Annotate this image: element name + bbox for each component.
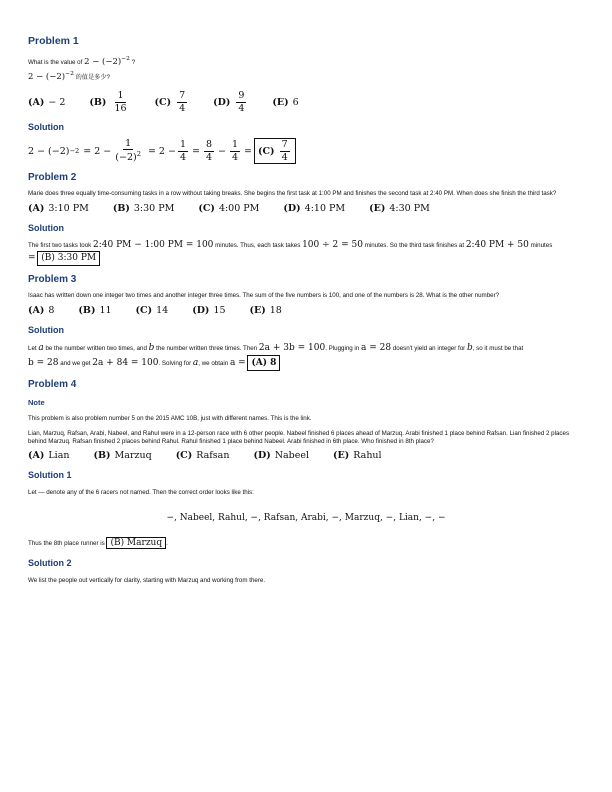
problem-1-solution-heading: Solution [28,122,64,133]
problem-1-answer-box: (C) $\frac{7}{4}$ [254,138,296,164]
note-heading: Note [28,398,45,408]
problem-1-heading: Problem 1 [28,35,79,47]
choice-d: (D) $\frac{9}{4}$ [213,90,245,114]
choice-d: (D) Nabeel [253,450,310,462]
choice-a: (A) 3:10 PM [28,203,89,215]
problem-4-solution-1-conclusion: Thus the 8th place runner is (B) Marzuq . [28,538,168,549]
problem-2-solution-heading: Solution [28,223,64,234]
problem-1-question-cn: $2 - (-2)^{-2}$ 的值是多少? [28,70,110,82]
choice-a: (A) − 2 [28,96,66,108]
problem-4-heading: Problem 4 [28,379,77,391]
problem-4-solution-1-intro: Let — denote any of the 6 racers not named. Then the correct order looks like this: [28,489,254,497]
problem-2-choices [28,203,584,214]
problem-3-solution: Let a be the number written two times, and b the number written three times. Then 2a + 3b = 100. Plugging in a = 28 doesn't yield an integer for b, so it must be that b = 28 and we get 2a + 84 = 100. Solving for a, we obtain a = (A) 8 [28,342,584,371]
problem-2-heading: Problem 2 [28,172,77,184]
choice-e: (E) 18 [249,305,282,317]
problem-2-answer-box: (B) 3:30 PM [37,251,100,266]
choice-b: (B) 11 [78,305,112,317]
problem-2-solution: The first two tasks took 2:40 PM − 1:00 PM = 100 minutes. Thus, each task takes 100 ÷ 2 = 50 minutes. So the third task finishes at 2:40 PM + 50 minutes = (B) 3:30 PM [28,240,584,266]
problem-4-solution-2-text: We list the people out vertically for clarity, starting with Marzuq and working from there. [28,577,266,585]
problem-1-question: What is the value of $2 - (-2)^{-2}$ ? [28,55,136,67]
problem-3-answer-box: (A) 8 [247,355,280,371]
problem-4-solution-2-heading: Solution 2 [28,558,72,569]
problem-3-solution-heading: Solution [28,325,64,336]
choice-d: (D) 15 [192,305,226,317]
problem-3-choices [28,305,584,316]
problem-3-question: Isaac has written down one integer two times and another integer three times. The sum of the five numbers is 100, and one of the numbers is 28. What is the other number? [28,292,500,300]
choice-e: (E) 4:30 PM [369,203,430,215]
choice-b: (B) 3:30 PM [112,203,175,215]
problem-4-answer-box: (B) Marzuq [106,537,166,549]
choice-c: (C) Rafsan [175,450,230,462]
problem-1-choices [28,91,584,113]
problem-3-heading: Problem 3 [28,274,77,286]
problem-1-solution-equation: 2 − (−2) −2 = 2 − $\frac{1}{(-2)^2}$ = 2 − $\frac{1}{4}$ = $\frac{8}{4}$ − $\frac{1}{4}$ = (C) $\frac{7}{4}$ [28,138,584,164]
choice-a: (A) Lian [28,450,70,462]
problem-2-question: Marie does three equally time-consuming tasks in a row without taking breaks. She begins the first task at 1:00 PM and finishes the second task at 2:40 PM. When does she finish the third task? [28,190,557,198]
choice-a: (A) 8 [28,305,55,317]
choice-c: (C) $\frac{7}{4}$ [154,90,186,114]
choice-e: (E) Rahul [333,450,382,462]
problem-4-note: This problem is also problem number 5 on the 2015 AMC 10B, just with different names. This is the link. [28,415,312,423]
document-page [28,30,584,586]
problem-4-solution-1-heading: Solution 1 [28,470,72,481]
problem-4-choices [28,450,584,461]
problem-4-race-order: −, Nabeel, Rahul, −, Rafsan, Arabi, −, Marzuq, −, Lian, −, − [166,513,446,524]
choice-e: (E) 6 [272,96,299,108]
choice-b: (B) Marzuq [93,450,152,462]
problem-4-question: Lian, Marzuq, Rafsan, Arabi, Nabeel, and Rahul were in a 12-person race with 6 other people. Nabeel finished 6 places ahead of Marzuq. Arabi finished 1 place behind Rafsan. Lian finished 2 places behind Marzuq. Rafsan finished 2 places behind Rahul. Rahul finished 1 place behind Nabeel. Arabi finished in 6th place. Who finished in 8th place? [28,429,570,445]
choice-d: (D) 4:10 PM [283,203,346,215]
choice-c: (C) 4:00 PM [198,203,260,215]
choice-b: (B) $\frac{1}{16}$ [89,90,127,114]
choice-c: (C) 14 [135,305,169,317]
